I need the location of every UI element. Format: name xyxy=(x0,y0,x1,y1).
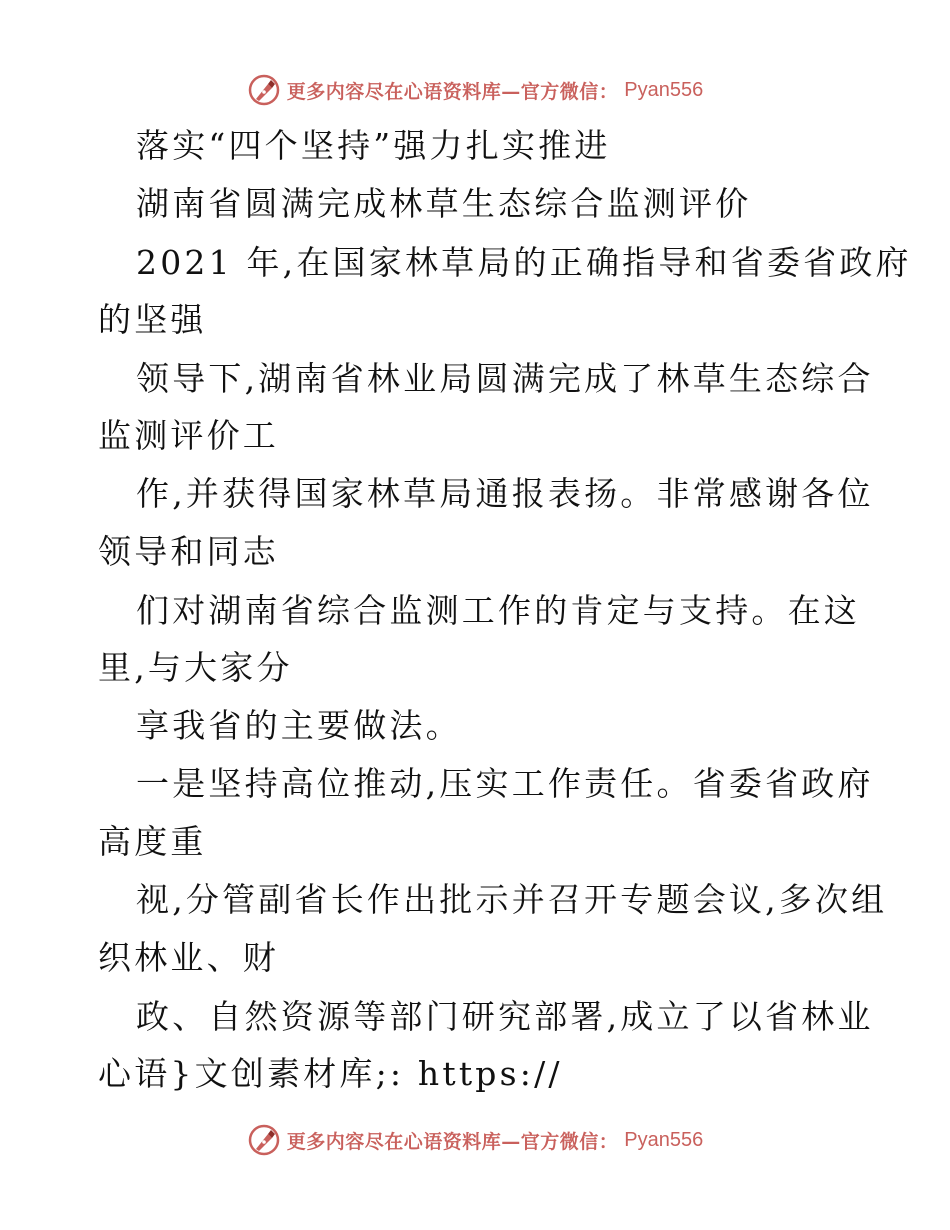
paragraph-line: 作,并获得国家林草局通报表扬。非常感谢各位 xyxy=(136,474,874,513)
bottom-watermark-banner xyxy=(0,1120,950,1160)
paragraph-line: 们对湖南省综合监测工作的肯定与支持。在这 xyxy=(136,591,860,630)
paragraph-line: 心语}文创素材库;: https:// xyxy=(98,1054,563,1093)
watermark-wechat-id: Pyan556 xyxy=(624,1128,704,1151)
paragraph-line: 织林业、财 xyxy=(98,938,279,977)
paragraph-line: 监测评价工 xyxy=(98,416,279,455)
watermark-text: 更多内容尽在心语资料库—官方微信： xyxy=(286,80,619,103)
paragraph-line: 里,与大家分 xyxy=(98,648,293,687)
document-title-line-1: 落实“四个坚持”强力扎实推进 xyxy=(136,126,611,165)
paragraph-line: 一是坚持高位推动,压实工作责任。省委省政府 xyxy=(136,764,874,803)
paragraph-line: 高度重 xyxy=(98,822,207,861)
paragraph-line: 的坚强 xyxy=(98,300,207,339)
pen-nib-logo-icon xyxy=(247,73,281,107)
paragraph-line: 享我省的主要做法。 xyxy=(136,706,462,745)
paragraph-line: 领导和同志 xyxy=(98,532,279,571)
watermark-wechat-id: Pyan556 xyxy=(624,78,704,101)
paragraph-line: 视,分管副省长作出批示并召开专题会议,多次组 xyxy=(136,880,888,919)
top-watermark-banner xyxy=(0,70,950,110)
document-title-line-2: 湖南省圆满完成林草生态综合监测评价 xyxy=(136,184,752,223)
pen-nib-logo-icon xyxy=(247,1123,281,1157)
paragraph-line: 2021 年,在国家林草局的正确指导和省委省政府 xyxy=(136,243,912,282)
paragraph-line: 领导下,湖南省林业局圆满完成了林草生态综合 xyxy=(136,359,874,398)
paragraph-line: 政、自然资源等部门研究部署,成立了以省林业 xyxy=(136,997,874,1036)
watermark-text: 更多内容尽在心语资料库—官方微信： xyxy=(286,1130,619,1153)
